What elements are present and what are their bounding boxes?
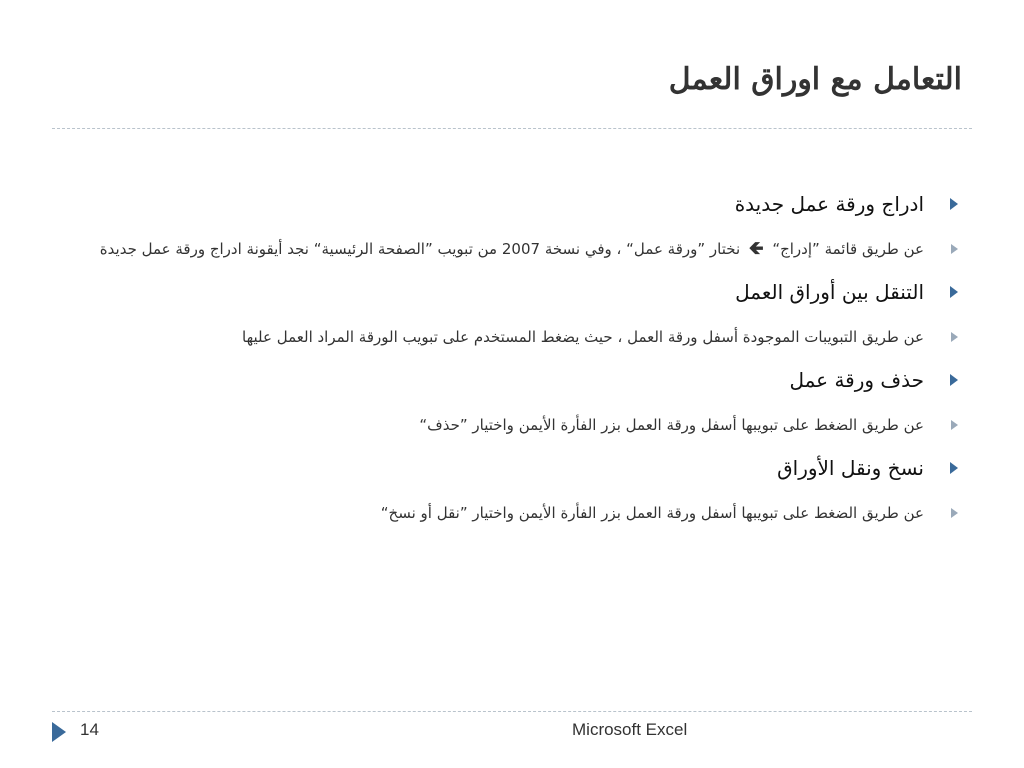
bullet-insert-sheet	[58, 190, 958, 218]
page-number: 14	[80, 720, 99, 739]
bullet-copy-move-sheets	[58, 454, 958, 482]
sub-bullet-copy-move-sheets	[58, 498, 958, 528]
bullet-text: التنقل بين أوراق العمل	[735, 280, 924, 304]
left-arrow-icon: 🡸	[748, 238, 764, 259]
bullet-triangle-icon	[950, 462, 958, 474]
sub-bullet-text: عن طريق الضغط على تبويبها أسفل ورقة العمل بزر الفأرة الأيمن واختيار ”نقل أو نسخ“	[380, 504, 924, 522]
sub-bullet-delete-sheet	[58, 410, 958, 440]
slide-content	[58, 190, 958, 542]
slide-title: التعامل مع اوراق العمل	[668, 62, 962, 97]
footer-text: Microsoft Excel	[572, 720, 688, 739]
sub-bullet-triangle-icon	[951, 244, 958, 254]
sub-bullet-text: عن طريق الضغط على تبويبها أسفل ورقة العمل بزر الفأرة الأيمن واختيار ”حذف“	[419, 416, 924, 434]
sub-bullet-navigate-sheets	[58, 322, 958, 352]
bullet-triangle-icon	[950, 286, 958, 298]
footer-triangle-icon	[52, 722, 66, 742]
title-divider	[52, 128, 972, 129]
bullet-triangle-icon	[950, 374, 958, 386]
sub-bullet-triangle-icon	[951, 332, 958, 342]
bullet-text: نسخ ونقل الأوراق	[777, 456, 924, 480]
footer-divider	[52, 711, 972, 712]
bullet-navigate-sheets	[58, 278, 958, 306]
bullet-delete-sheet	[58, 366, 958, 394]
sub-bullet-triangle-icon	[951, 508, 958, 518]
sub-bullet-text-part1: عن طريق قائمة ”إدراج“	[772, 240, 924, 258]
sub-bullet-insert-sheet	[58, 234, 958, 264]
sub-bullet-triangle-icon	[951, 420, 958, 430]
bullet-text: حذف ورقة عمل	[789, 368, 924, 392]
bullet-triangle-icon	[950, 198, 958, 210]
sub-bullet-text: عن طريق التبويبات الموجودة أسفل ورقة العمل ، حيث يضغط المستخدم على تبويب الورقة المراد العمل عليها	[242, 328, 924, 346]
bullet-text: ادراج ورقة عمل جديدة	[734, 192, 924, 216]
sub-bullet-text-part2: نختار ”ورقة عمل“ ، وفي نسخة 2007 من تبويب ”الصفحة الرئيسية“ نجد أيقونة ادراج ورقة عمل جديدة	[99, 240, 741, 258]
